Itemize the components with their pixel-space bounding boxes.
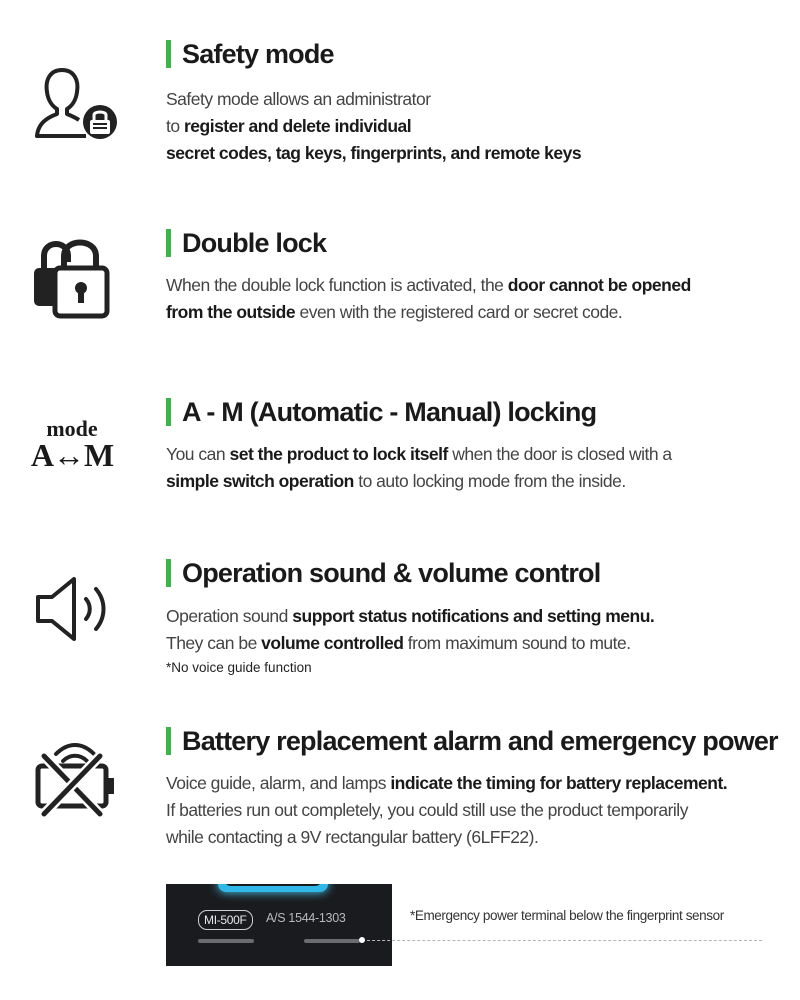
mode-label: mode [46,416,98,441]
desc-line [166,140,581,167]
desc-segment: from maximum sound to mute. [403,633,631,653]
feature-description [166,272,691,326]
device-photo [166,884,392,966]
terminal-slot [198,939,254,943]
desc-segment: while contacting a 9V rectangular battery (6LFF22). [166,827,539,847]
desc-segment: to [166,116,184,136]
desc-line [166,468,672,495]
model-badge: MI-500F [198,910,253,930]
desc-bold-segment: secret codes, tag keys, fingerprints, and remote keys [166,143,582,163]
feature-description [166,770,727,851]
emergency-power-note: *Emergency power terminal below the fingerprint sensor [410,908,724,923]
desc-segment: when the door is closed with a [447,444,672,464]
desc-line [166,272,691,299]
desc-line [166,441,672,468]
no-voice-note: *No voice guide function [166,660,312,675]
desc-bold-segment: from the outside [166,302,296,322]
feature-title: Battery replacement alarm and emergency power [166,725,778,757]
feature-title: A - M (Automatic - Manual) locking [166,396,596,428]
double-padlock-icon [30,232,120,322]
terminal-slot [304,939,360,943]
desc-line [166,824,727,851]
callout-line [362,940,762,941]
callout-dot [359,937,365,943]
desc-bold-segment: set the product to lock itself [229,444,448,464]
speaker-volume-icon [30,565,120,655]
desc-line [166,113,581,140]
feature-description [166,86,581,167]
desc-line [166,770,727,797]
desc-bold-segment: door cannot be opened [507,275,691,295]
desc-segment: You can [166,444,230,464]
as-phone-text: A/S 1544-1303 [266,911,346,925]
desc-segment: to auto locking mode from the inside. [353,471,626,491]
am-label: A↔M [30,437,114,473]
desc-bold-segment: register and delete individual [183,116,412,136]
feature-description [166,603,654,657]
fingerprint-sensor-glow [218,884,328,892]
desc-segment: If batteries run out completely, you could still use the product temporarily [166,800,688,820]
feature-title: Double lock [166,227,326,259]
feature-description [166,441,672,495]
desc-line [166,797,727,824]
desc-line [166,630,654,657]
desc-bold-segment: volume controlled [261,633,404,653]
desc-bold-segment: simple switch operation [166,471,354,491]
desc-segment: Safety mode allows an administrator [166,89,431,109]
desc-segment: Voice guide, alarm, and lamps [166,773,391,793]
desc-segment: When the double lock function is activated, the [166,275,508,295]
desc-line [166,86,581,113]
desc-segment: even with the registered card or secret code. [295,302,623,322]
feature-title: Operation sound & volume control [166,557,600,589]
desc-bold-segment: support status notifications and setting menu. [292,606,655,626]
desc-line [166,603,654,630]
battery-alarm-icon [30,736,120,826]
user-lock-icon [32,62,122,152]
desc-bold-segment: indicate the timing for battery replacement. [390,773,728,793]
feature-title: Safety mode [166,38,334,70]
desc-segment: They can be [166,633,262,653]
desc-segment: Operation sound [166,606,293,626]
desc-line [166,299,691,326]
